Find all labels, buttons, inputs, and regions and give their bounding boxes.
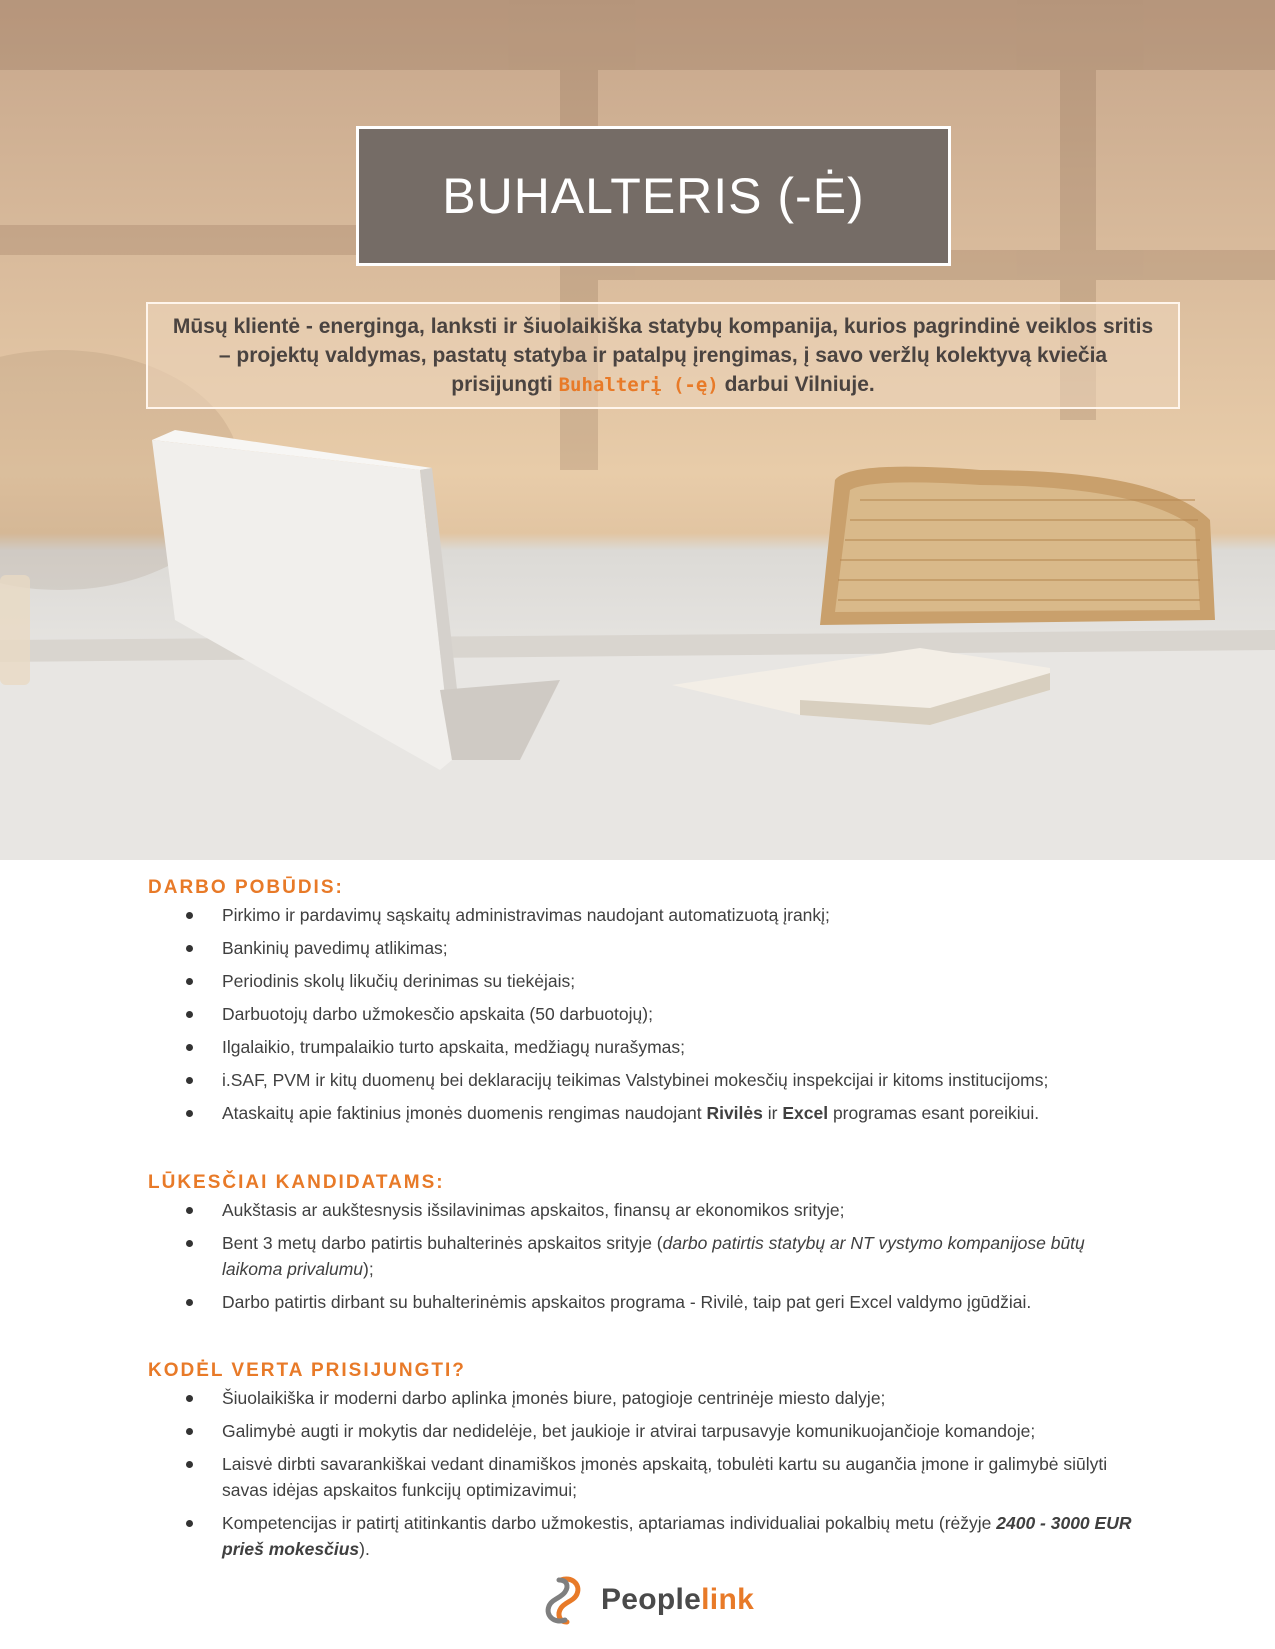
list-item: Aukštasis ar aukštesnysis išsilavinimas apskaitos, finansų ar ekonomikos srityje; xyxy=(0,1197,1275,1223)
list-item-text: Bent 3 metų darbo patirtis buhalterinės apskaitos srityje ( xyxy=(222,1233,663,1253)
list-item xyxy=(0,1100,1275,1126)
list-item xyxy=(0,1230,1275,1282)
intro-text-start: Mūsų klientė - energinga, lanksti ir šiuolaikiška statybų kompanija, kurios pagrindinė veiklos sritis – projektų valdymas, pastatų statyba ir patalpų įrengimas, į savo veržlų kolektyvą kviečia prisijungti xyxy=(172,314,1154,396)
salary-range: 2400 - 3000 EUR prieš mokesčius xyxy=(222,1513,1132,1559)
software-name: Excel xyxy=(782,1103,829,1123)
expectations-list xyxy=(0,1197,1275,1322)
job-title: BUHALTERIS (-Ė) xyxy=(442,168,865,224)
logo-text-people: People xyxy=(601,1583,702,1616)
logo-text-link: link xyxy=(701,1583,755,1616)
intro-text-end: darbui Vilniuje. xyxy=(718,372,875,396)
list-item: Ilgalaikio, trumpalaikio turto apskaita, medžiagų nurašymas; xyxy=(0,1034,1275,1060)
list-item: Darbo patirtis dirbant su buhalterinėmis apskaitos programa - Rivilė, taip pat geri Excel valdymo įgūdžiai. xyxy=(0,1289,1275,1315)
duties-list xyxy=(0,902,1275,1133)
software-name: Rivilės xyxy=(706,1103,763,1123)
why-join-list xyxy=(0,1385,1275,1569)
job-title-box xyxy=(356,126,951,266)
list-item-text: ). xyxy=(359,1539,370,1559)
logo-wordmark xyxy=(601,1583,754,1617)
intro-box xyxy=(146,302,1180,409)
list-item-text: Kompetencijas ir patirtį atitinkantis darbo užmokestis, aptariamas individualiai pokalbių metu (rėžyje xyxy=(222,1513,997,1533)
peoplelink-logo xyxy=(537,1574,754,1626)
list-item: Bankinių pavedimų atlikimas; xyxy=(0,935,1275,961)
list-item: Pirkimo ir pardavimų sąskaitų administravimas naudojant automatizuotą įrankį; xyxy=(0,902,1275,928)
list-item: Laisvė dirbti savarankiškai vedant dinamiškos įmonės apskaitą, tobulėti kartu su augančia įmone ir galimybė siūlyti savas idėjas apskaitos funkcijų optimizavimui; xyxy=(0,1451,1275,1503)
duties-title: DARBO POBŪDIS: xyxy=(148,877,344,898)
list-item: i.SAF, PVM ir kitų duomenų bei deklaracijų teikimas Valstybinei mokesčių inspekcijai ir kitoms institucijoms; xyxy=(0,1067,1275,1093)
list-item-text: Ataskaitų apie faktinius įmonės duomenis rengimas naudojant xyxy=(222,1103,707,1123)
list-item: Darbuotojų darbo užmokesčio apskaita (50 darbuotojų); xyxy=(0,1001,1275,1027)
why-join-title: KODĖL VERTA PRISIJUNGTI? xyxy=(148,1360,466,1381)
expectations-title: LŪKESČIAI KANDIDATAMS: xyxy=(148,1172,445,1193)
list-item xyxy=(0,1510,1275,1562)
list-item: Šiuolaikiška ir moderni darbo aplinka įmonės biure, patogioje centrinėje miesto dalyje; xyxy=(0,1385,1275,1411)
list-item-text: programas esant poreikiui. xyxy=(828,1103,1040,1123)
list-item-italic: darbo patirtis statybų ar NT vystymo kompanijose būtų laikoma privalumu xyxy=(222,1233,1085,1279)
intro-text xyxy=(166,312,1160,400)
peoplelink-logo-icon xyxy=(537,1574,589,1626)
list-item: Galimybė augti ir mokytis dar nedidelėje, bet jaukioje ir atvirai tarpusavyje komunikuojančioje komandoje; xyxy=(0,1418,1275,1444)
list-item-text: ir xyxy=(762,1103,783,1123)
list-item: Periodinis skolų likučių derinimas su tiekėjais; xyxy=(0,968,1275,994)
intro-position-highlight: Buhalterį (-ę) xyxy=(558,373,719,396)
list-item-text: ); xyxy=(363,1259,374,1279)
